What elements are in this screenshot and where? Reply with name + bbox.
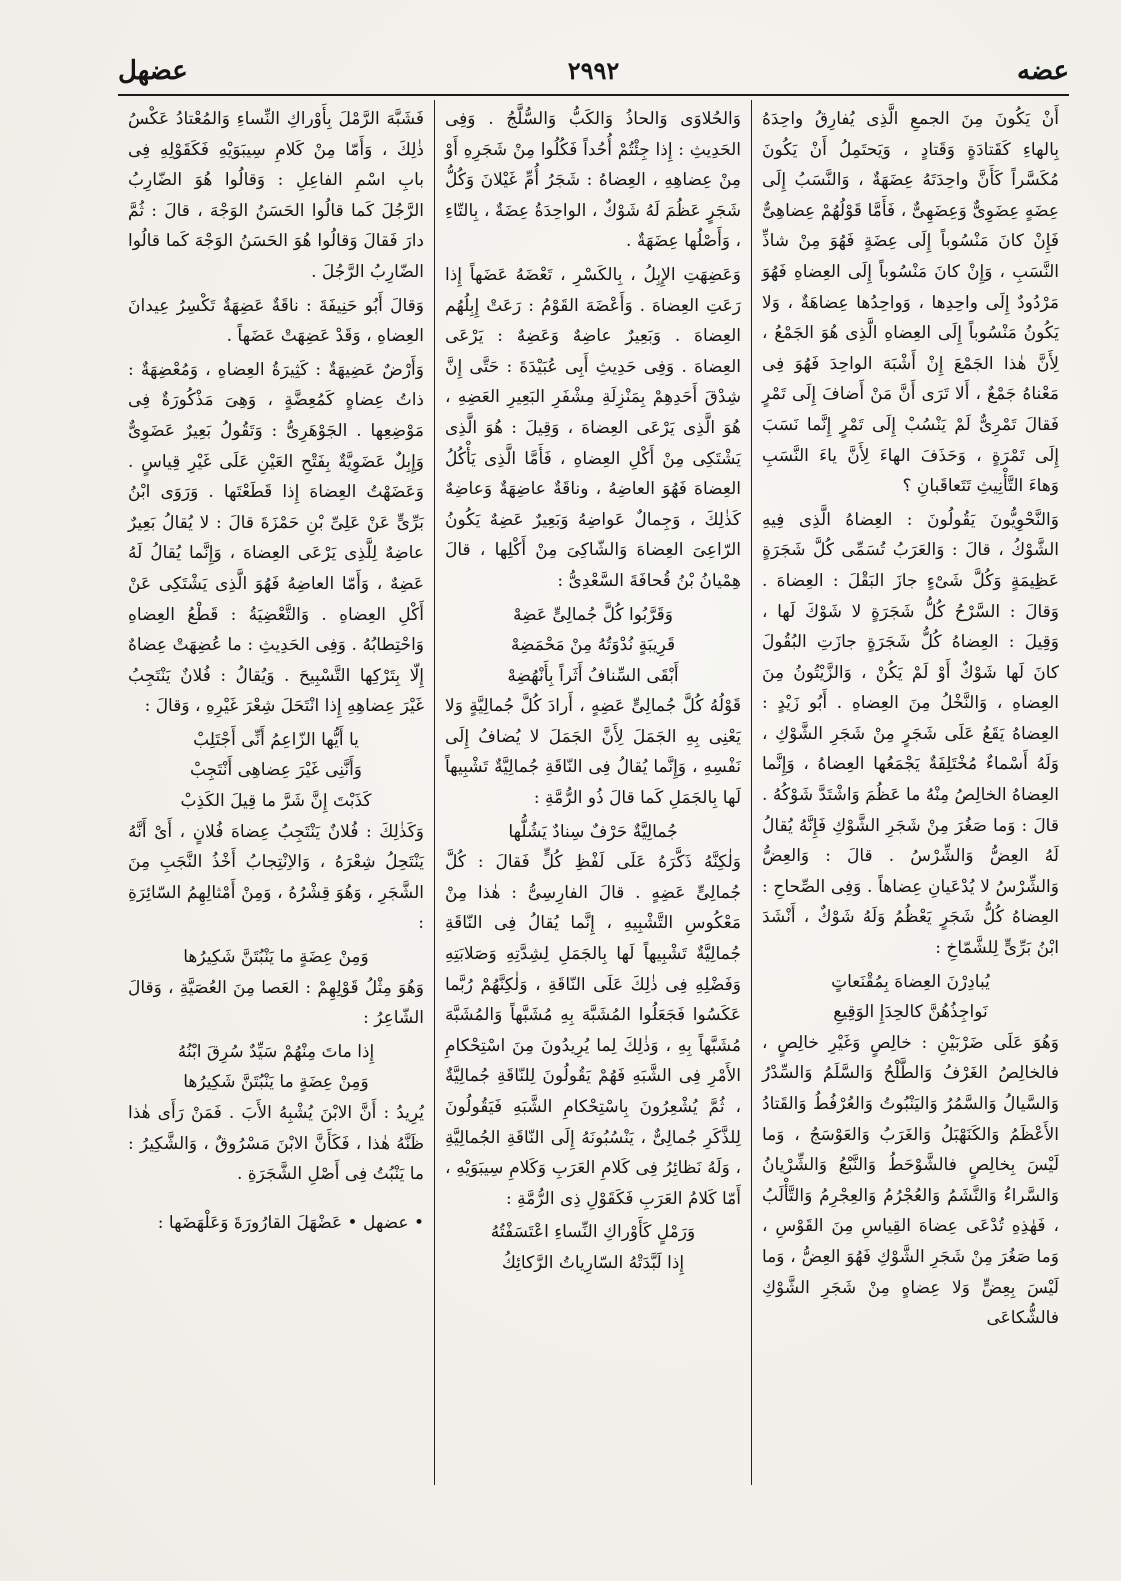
paragraph: وَقالَ أَبُو حَنِيفَةَ : ناقَةٌ عَضِهَةٌ تَكْسِرُ عِيدانَ العِضاهِ ، وَقَدْ عَضِهَتْ عَضَهاً . xyxy=(128,295,424,347)
poem-line: نَواجِذُهُنَّ كالحِدَإِ الوَقِيعِ xyxy=(833,1002,988,1023)
poem-line: وَأَنَّنِى غَيْرَ عِضاهِى أَنْتَجِبْ xyxy=(189,760,363,781)
poem-line: وَقَرَّبُوا كُلَّ جُمالِىٍّ عَضِهْ xyxy=(513,604,673,625)
paragraph: قَوْلُهُ كُلَّ جُمالِىٍّ عَضِهٍ ، أَرادَ كُلَّ جُمالِيَّةٍ وَلا يَعْنِى بِهِ الجَمَلَ لِأَنَّ الجَمَلَ لا يُضافُ إِلَى نَفْسِهِ ، وَإِنَّما يُقالُ فِى النّاقَةِ جُمالِيَّةٌ تَشْبِيهاً لَها بِالجَمَلِ كَما قالَ ذُو الرُّمَّةِ : xyxy=(445,696,741,809)
paragraph: وَعَضِهَتِ الإِبِلُ ، بِالكَسْرِ ، تَعْضَهُ عَضَهاً إِذا رَعَتِ العِضاهَ . وَأَعْضَهَ القَوْمُ : رَعَتْ إِبِلُهُم العِضاهَ . وَبَعِيرٌ عاضِهٌ وَعَضِهٌ : يَرْعَى العِضاهَ . وَفِى حَدِيثِ أَبِى عُبَيْدَةَ : حَتَّى إِنَّ شِدْقَ أَحَدِهِمْ بِمَنْزِلَةِ مِشْفَرِ البَعِيرِ العَضِهِ ، هُوَ الَّذِى يَرْعَى العِضاهَ ، وَقِيلَ : هُوَ الَّذِى يَشْتَكِى مِنْ أَكْلِ العِضاهِ ، فَأَمَّا الَّذِى يَأْكُلُ العِضاهَ فَهُوَ العاضِهُ ، وناقَةٌ عاضِهَةٌ وَعاضِهٌ كَذٰلِكَ ، وَجِمالٌ عَواضِهُ وَبَعِيرٌ عَضِهٌ يَكُونُ الرّاعِىَ العِضاهَ وَالشّاكِىَ مِنْ أَكْلِها ، قالَ هِمْيانُ بْنُ قُحافَةَ السَّعْدِىُّ : xyxy=(445,264,741,591)
paragraph: فَشَبَّهَ الرَّمْلَ بِأَوْراكِ النِّساءِ وَالمُعْتادُ عَكْسُ ذٰلِكَ ، وَأَمّا مِنْ كَلامِ سِيبَوَيْهِ فَكَقَوْلِهِ فِى بابِ اسْمِ الفاعِلِ : وَقالُوا هُوَ الضّارِبُ الرَّجُلَ كَما قالُوا الحَسَنُ الوَجْهَ ، قالَ : ثُمَّ دارَ فَقالَ وَقالُوا هُوَ الحَسَنُ الوَجْهَ كَما قالُوا الضّارِبُ الرَّجُلَ . xyxy=(128,109,424,282)
header-right-word: عضه xyxy=(1017,56,1069,86)
paragraph: يُرِيدُ : أَنَّ الابْنَ يُشْبِهُ الأَبَ . فَمَنْ رَأَى هٰذا ظَنَّهُ هٰذا ، فَكَأَنَّ الابْنَ مَسْرُوقٌ ، وَالشَّكِيرُ : ما يَنْبُتُ فِى أَصْلِ الشَّجَرَةِ . xyxy=(128,1103,424,1185)
poem-line: جُمالِيَّةٌ حَرْفٌ سِنادٌ يَشُلُّها xyxy=(508,821,678,842)
paragraph: وَأَرْضٌ عَضِيهَةٌ : كَثِيرَةُ العِضاهِ ، وَمُعْضِهَةٌ : ذاتُ عِضاهٍ كَمُعِضَّةٍ ، وَهِىَ مَذْكُورَةٌ فِى مَوْضِعِها . الجَوْهَرِىُّ : وَتَقُولُ بَعِيرٌ عَضَوِىٌّ وَإِبِلٌ عَضَوِيَّةٌ بِفَتْحِ العَيْنِ عَلَى غَيْرِ قِياسٍ . وَعَضَهْتُ العِضاهَ إِذا قَطَعْتَها . وَرَوَى ابْنُ بَرِّىٍّ عَنْ عَلِىِّ بْنِ حَمْزَةَ قالَ : لا يُقالُ بَعِيرٌ عاضِهٌ لِلَّذِى يَرْعَى العِضاهَ ، وَإِنَّما يُقالُ لَهُ عَضِهٌ ، وَأَمّا العاضِهُ فَهُوَ الَّذِى يَشْتَكِى عَنْ أَكْلِ العِضاهِ . وَالتَّعْضِيَةُ : قَطْعُ العِضاهِ وَاحْتِطابُهُ . وَفِى الحَدِيثِ : ما عُضِهَتْ عِضاهٌ إِلّا بِتَرْكِها التَّسْبِيحَ . وَيُقالُ : فُلانٌ يَنْتَجِبُ غَيْرَ عِضاهِهِ إِذا انْتَحَلَ شِعْرَ غَيْرِهِ ، وَقالَ : xyxy=(128,359,424,717)
poem-line: أَبْقَى السِّنافُ أَثَراً بِأَنْهُضِهْ xyxy=(507,665,679,686)
poem-line: إِذا ماتَ مِنْهُمْ سَيِّدٌ سُرِقَ ابْنُهُ xyxy=(177,1041,375,1062)
text-columns xyxy=(118,100,1069,1485)
page-header xyxy=(118,56,1069,92)
paragraph: وَهُوَ عَلَى ضَرْبَيْنِ : خالِصٍ وَغَيْرِ خالِصٍ ، فالخالِصُ الغَرْفُ وَالطَّلْحُ وَالسَّلَمُ وَالسِّدْرُ وَالسَّيالُ وَالسَّمُرُ وَاليَنْبُوتُ وَالعُرْفُطُ وَالقَتادُ الأَعْظَمُ وَالكَنَهْبَلُ وَالغَرَبُ وَالعَوْسَجُ ، وَما لَيْسَ بِخالِصٍ فالشَّوْحَطُ وَالنَّبْعُ وَالشِّرْيانُ وَالسَّراءُ وَالنَّشَمُ وَالعُجْرُمُ وَالعِجْرِمُ وَالتَّأْلَبُ ، فَهٰذِهِ تُدْعَى عِضاهَ القِياسِ مِنَ القَوْسِ ، وَما صَغُرَ مِنْ شَجَرِ الشَّوْكِ فَهُوَ العِضُّ ، وَما لَيْسَ بِعِضٍّ وَلا عِضاهٍ مِنْ شَجَرِ الشَّوْكِ فالشُّكاعَى xyxy=(762,1032,1059,1329)
paragraph: وَهُوَ مِثْلُ قَوْلِهِمْ : العَصا مِنَ العُصَيَّةِ ، وَقالَ الشّاعِرُ : xyxy=(128,977,424,1029)
poem-line: يُبادِرْنَ العِضاهَ بِمُقْنَعاتٍ xyxy=(831,971,990,992)
paragraph: وَالنَّحْوِيُّونَ يَقُولُونَ : العِضاهُ الَّذِى فِيهِ الشَّوْكُ ، قالَ : وَالعَرَبُ تُسَمِّى كُلَّ شَجَرَةٍ عَظِيمَةٍ وَكُلَّ شَىْءٍ جازَ البَقْلَ : العِضاهَ . وَقالَ : السَّرْحُ كُلُّ شَجَرَةٍ لا شَوْكَ لَها ، وَقِيلَ : العِضاهُ كُلُّ شَجَرَةٍ جازَتِ البُقُولَ كانَ لَها شَوْكٌ أَوْ لَمْ يَكُنْ ، وَالزَّيْتُونُ مِنَ العِضاهِ ، وَالنَّخْلُ مِنَ العِضاهِ . أَبُو زَيْدٍ : العِضاهُ يَقَعُ عَلَى شَجَرٍ مِنْ شَجَرِ الشَّوْكِ ، وَلَهُ أَسْماءٌ مُخْتَلِفَةٌ يَجْمَعُها العِضاهُ ، وَإِنَّما العِضاهُ الخالِصُ مِنْهُ ما عَظُمَ وَاشْتَدَّ شَوْكُهُ . قالَ : وَما صَغُرَ مِنْ شَجَرِ الشَّوْكِ فَإِنَّهُ يُقالُ لَهُ العِضُّ وَالشِّرْسُ . قالَ : وَالعِضُّ وَالشِّرْسُ لا يُدْعَيانِ عِضاهاً . وَفِى الصِّحاحِ : العِضاهُ كُلُّ شَجَرٍ يَعْظُمُ وَلَهُ شَوْكٌ ، أَنْشَدَ ابْنُ بَرِّىٍّ لِلشَّمّاخِ : xyxy=(762,509,1059,959)
poem-line: وَرَمْلٍ كَأَوْراكِ النِّساءِ اعْتَسَفْتُهُ xyxy=(490,1222,696,1243)
column-middle xyxy=(435,100,752,1485)
poem-line: وَمِنْ عِضَةٍ ما يَنْبُتَنَّ شَكِيرُها xyxy=(183,1072,369,1093)
page-number: ٢٩٩٢ xyxy=(567,56,620,85)
column-right xyxy=(752,100,1069,1485)
paragraph: وَلٰكِنَّهُ ذَكَّرَهُ عَلَى لَفْظِ كُلٍّ فَقالَ : كُلَّ جُمالِىٍّ عَضِهٍ . قالَ الفارِسِىُّ : هٰذا مِنْ مَعْكُوسِ التَّشْبِيهِ ، إِنَّما يُقالُ فِى النّاقَةِ جُمالِيَّةٌ تَشْبِيهاً لَها بِالجَمَلِ لِشِدَّتِهِ وَصَلابَتِهِ وَفَضْلِهِ فِى ذٰلِكَ عَلَى النّاقَةِ ، وَلٰكِنَّهُمْ رُبَّما عَكَسُوا فَجَعَلُوا المُشَبَّهَ بِهِ مُشَبَّهاً وَالمُشَبَّهَ مُشَبَّهاً بِهِ ، وَذٰلِكَ لِما يُرِيدُونَ مِنَ اسْتِحْكامِ الأَمْرِ فِى الشَّبَهِ فَهُمْ يَقُولُونَ لِلنّاقَةِ جُمالِيَّةٌ ، ثُمَّ يُشْعِرُونَ بِاسْتِحْكامِ الشَّبَهِ فَيَقُولُونَ لِلذَّكَرِ جُمالِىٌّ ، يَنْسُبُونَهُ إِلَى النّاقَةِ الجُمالِيَّةِ ، وَلَهُ نَظائِرُ فِى كَلامِ العَرَبِ وَكَلامِ سِيبَوَيْهِ ، أَمّا كَلامُ العَرَبِ فَكَقَوْلِ ذِى الرُّمَّةِ : xyxy=(445,852,741,1209)
header-rule xyxy=(118,94,1069,96)
poem-line: وَمِنْ عِضَةٍ ما يَنْبُتَنَّ شَكِيرُها xyxy=(183,947,369,968)
column-left xyxy=(118,100,435,1485)
paragraph: وَكَذٰلِكَ : فُلانٌ يَنْتَجِبُ عِضاهَ فُلانٍ ، أَىْ أَنَّهُ يَنْتَحِلُ شِعْرَهُ ، وَالاِنْتِجابُ أَخْذُ النَّجَبِ مِنَ الشَّجَرِ ، وَهُوَ قِشْرُهُ ، وَمِنْ أَمْثالِهِمُ السّائِرَةِ : xyxy=(128,821,424,934)
poem-line: يا أَيُّها الزّاعِمُ أَنِّى أَجْتَلِبْ xyxy=(193,729,359,750)
poem-line: قَرِيبَةٍ نُدْوَتُهُ مِنْ مَحْمَضِهْ xyxy=(510,635,676,656)
poem-line: كَذَبْتَ إِنَّ شَرَّ ما قِيلَ الكَذِبْ xyxy=(180,791,372,812)
paragraph: أَنْ يَكُونَ مِنَ الجمعِ الَّذِى يُفارِقُ واحِدَهُ بِالهاءِ كَقَتادَةٍ وَقَتادٍ ، وَيَحتَمِلُ أَنْ يَكُونَ مُكَسَّراً كَأَنَّ واحِدَتَهُ عِضَهَةٌ ، وَالنَّسَبُ إِلَى عِضَهٍ عِضَوِىٌّ وَعِضَهِىٌّ ، فَأَمَّا قَوْلُهُمْ عِضاهِىٌّ فَإِنْ كانَ مَنْسُوباً إِلَى عِضَةٍ فَهُوَ مِنْ شاذِّ النَّسَبِ ، وَإِنْ كانَ مَنْسُوباً إِلَى العِضاهِ فَهُوَ مَرْدُودٌ إِلَى واحِدِها ، وَواحِدُها عِضاهَةٌ ، وَلا يَكُونُ مَنْسُوباً إِلَى العِضاهِ الَّذِى هُوَ الجَمْعُ ، لِأَنَّ هٰذا الجَمْعَ إِنْ أَشْبَهَ الواحِدَ فَهُوَ فِى مَعْناهُ جَمْعٌ ، أَلا تَرَى أَنَّ مَنْ أَضافَ إِلَى تَمْرٍ فَقالَ تَمْرِىٌّ لَمْ يَنْسُبْ إِلَى تَمْرٍ إِنَّما نَسَبَ إِلَى تَمْرَةٍ ، وَحَذَفَ الهاءَ لِأَنَّ ياءَ النَّسَبِ وَهاءَ التَّأْنِيثِ تَتَعاقَبانِ ؟ xyxy=(762,109,1059,497)
paragraph: وَالحُلاوَى وَالحاذُ وَالكَبُّ وَالسُّلَّجُ . وَفِى الحَدِيثِ : إِذا جِئْتُمْ أُحُداً فَكُلُوا مِنْ شَجَرِهِ أَوْ مِنْ عِضاهِهِ ، العِضاهُ : شَجَرُ أُمِّ غَيْلانَ وَكُلُّ شَجَرٍ عَظُمَ لَهُ شَوْكٌ ، الواحِدَةُ عِضَةٌ ، بِالتّاءِ ، وَأَصْلُها عِضَهَةٌ . xyxy=(445,109,741,252)
header-left-word: عضهل xyxy=(118,56,188,86)
entry-heading: • عضهل • عَضْهَلَ القارُورَةَ وَعَلْهَضَها : xyxy=(157,1212,424,1233)
poem-line: إِذا لَبَّدَتْهُ السّارِياتُ الرَّكائِكُ xyxy=(501,1252,685,1273)
